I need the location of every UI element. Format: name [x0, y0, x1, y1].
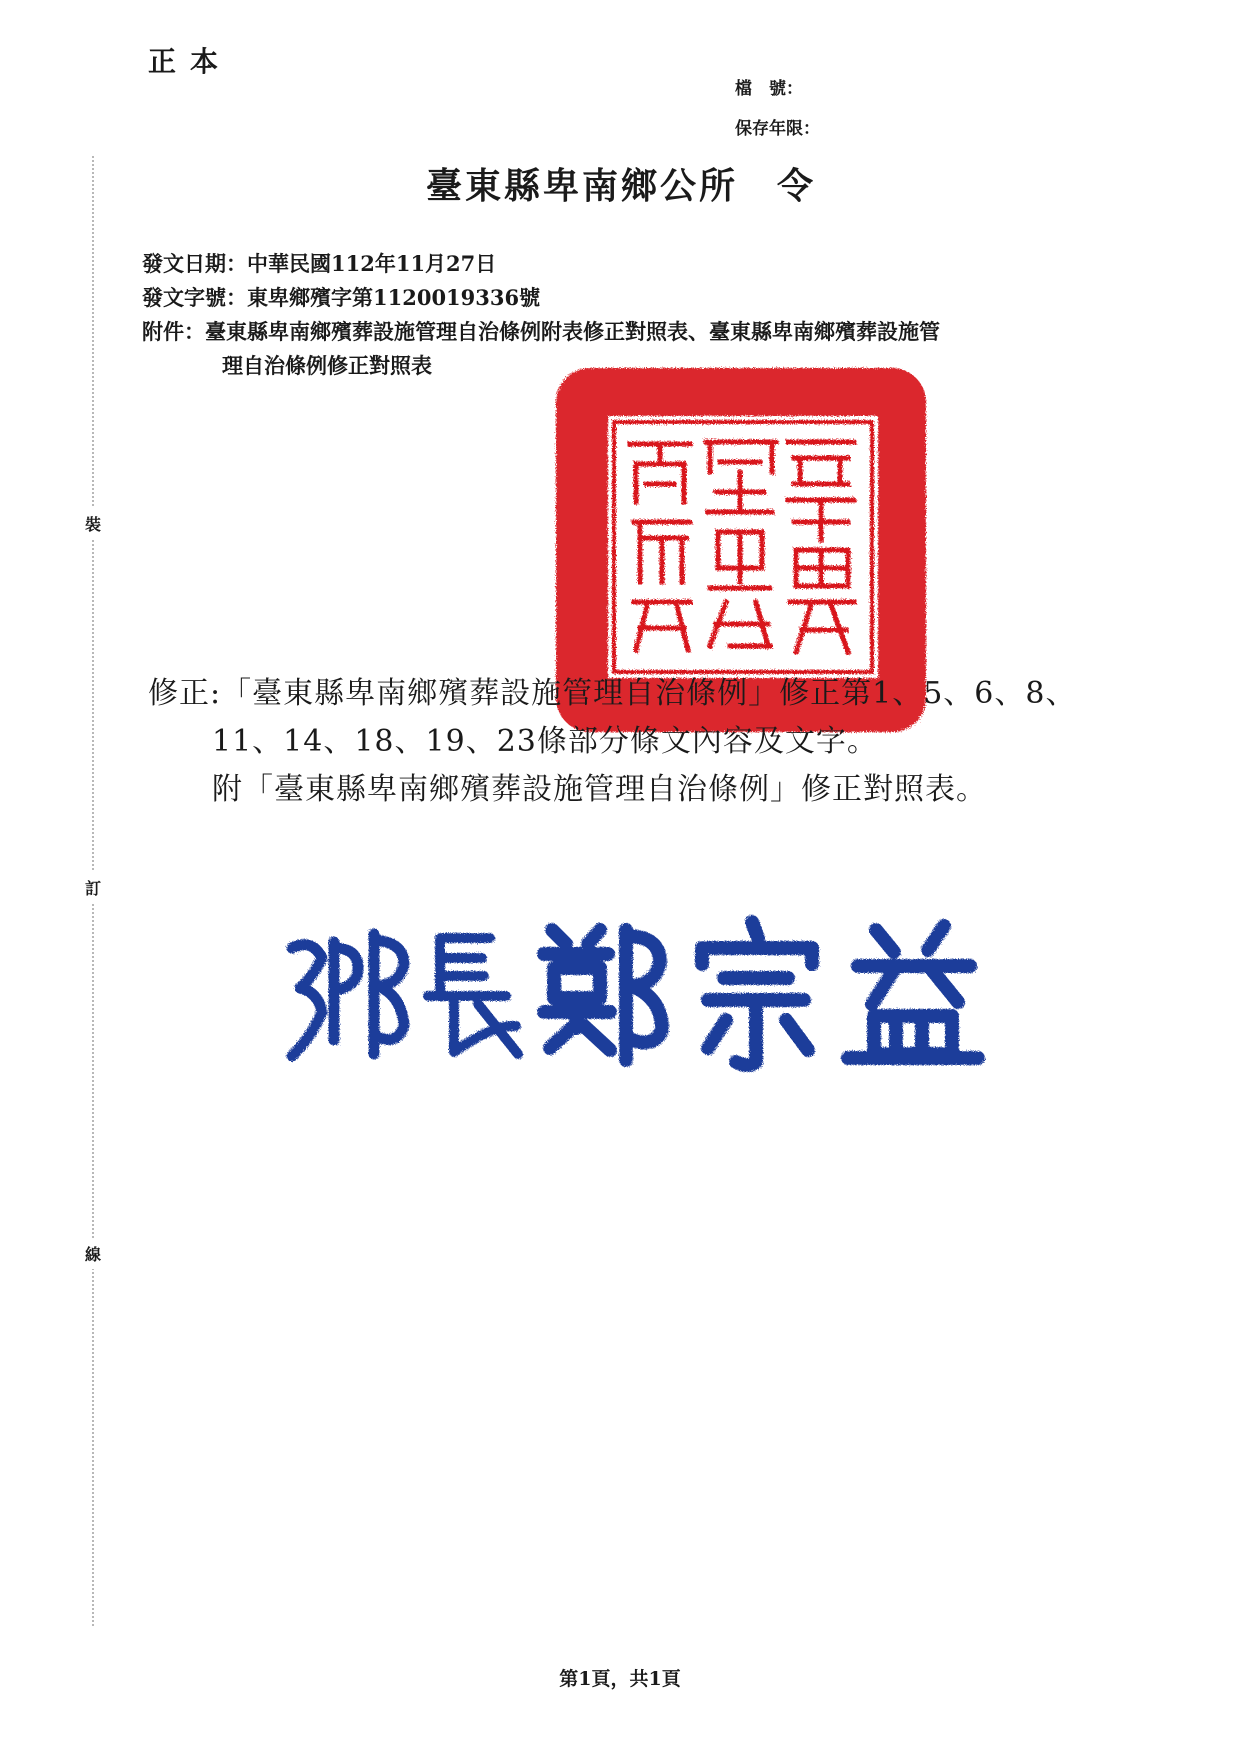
amendment-line-2: 11、14、18、19、23條部分條文內容及文字。: [212, 724, 878, 759]
amendment-line-1: 修正:「臺東縣卑南鄉殯葬設施管理自治條例」修正第1、5、6、8、: [148, 676, 1077, 711]
document-title: 臺東縣卑南鄉公所 令: [426, 165, 817, 207]
issue-date: 發文日期：中華民國112年11月27日: [142, 251, 497, 276]
binding-mark-ding: 訂: [85, 872, 101, 903]
page-footer: 第1頁，共1頁: [559, 1668, 681, 1690]
mayor-signature-stamp: [282, 908, 1012, 1078]
file-number-label: 檔 號：: [735, 79, 803, 99]
binding-mark-xian: 線: [85, 1238, 101, 1269]
copy-mark: 正本: [148, 45, 233, 78]
retention-period-label: 保存年限：: [735, 119, 820, 139]
attachment-line-2: 理自治條例修正對照表: [222, 353, 432, 378]
binding-mark-zhuang: 裝: [85, 508, 101, 539]
attachment-line-1: 附件：臺東縣卑南鄉殯葬設施管理自治條例附表修正對照表、臺東縣卑南鄉殯葬設施管: [142, 319, 940, 344]
issue-number: 發文字號：東卑鄉殯字第1120019336號: [142, 285, 541, 310]
amendment-line-3: 附「臺東縣卑南鄉殯葬設施管理自治條例」修正對照表。: [212, 772, 987, 807]
